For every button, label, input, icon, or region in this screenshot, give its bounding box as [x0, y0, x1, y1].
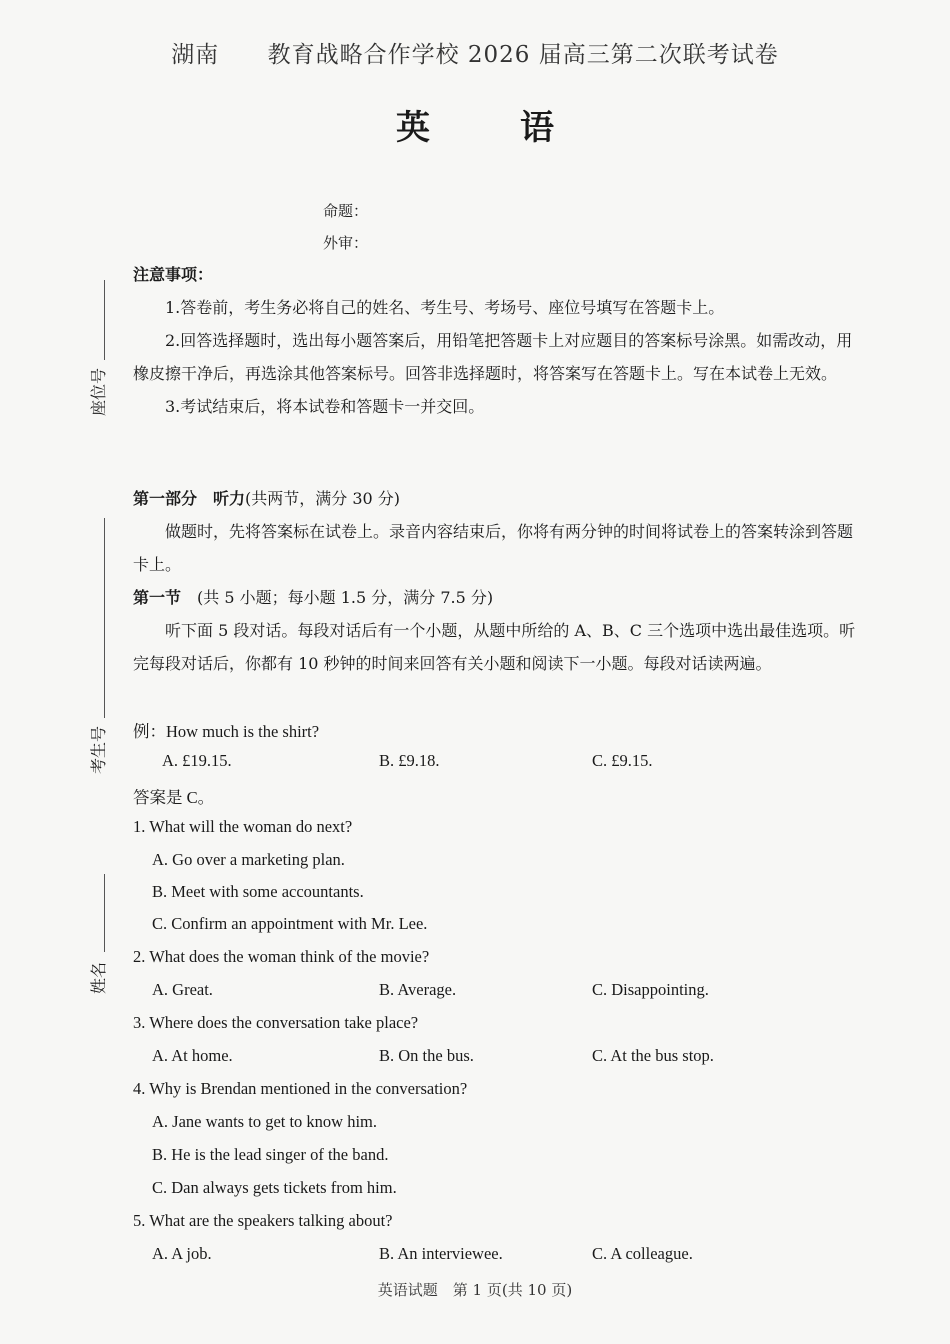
exam-header [0, 36, 950, 69]
q3-option-a: A. At home. [152, 1046, 233, 1065]
exam-no-line [104, 518, 105, 718]
exam-no-label: 考生号 [89, 725, 108, 774]
part1-intro: 做题时，先将答案标在试卷上。录音内容结束后，你将有两分钟的时间将试卷上的答案转涂到答题卡上。 [133, 522, 854, 574]
proposer-label: 命题： [323, 202, 369, 220]
part1-note: (共两节，满分 30 分) [245, 489, 401, 508]
header-region: 湖南 [171, 42, 220, 68]
example-question: 例：How much is the shirt? [133, 722, 320, 741]
page-footer: 英语试题 第 1 页(共 10 页) [377, 1281, 573, 1299]
question-1: 1. What will the woman do next? [133, 817, 353, 836]
q1-option-a: A. Go over a marketing plan. [152, 850, 345, 869]
notice-block [133, 258, 858, 423]
section1-note: (共 5 小题；每小题 1.5 分，满分 7.5 分) [197, 588, 494, 607]
notice-item: 1.答卷前，考生务必将自己的姓名、考生号、考场号、座位号填写在答题卡上。 [165, 298, 725, 317]
seat-label: 座位号 [89, 367, 108, 416]
reviewer-label: 外审： [323, 234, 369, 252]
notice-item: 2.回答选择题时，选出每小题答案后，用铅笔把答题卡上对应题目的答案标号涂黑。如需改动，用橡皮擦干净后，再选涂其他答案标号。回答非选择题时，将答案写在答题卡上。写在本试卷上无效。 [133, 331, 853, 383]
part1-block [133, 482, 858, 680]
section1-intro: 听下面 5 段对话。每段对话后有一个小题，从题中所给的 A、B、C 三个选项中选出最佳选项。听完每段对话后，你都有 10 秒钟的时间来回答有关小题和阅读下一小题。每段对话读两遍。 [133, 621, 856, 673]
question-3: 3. Where does the conversation take place? [133, 1013, 419, 1032]
example-option-b: B. £9.18. [379, 751, 440, 770]
q3-option-c: C. At the bus stop. [592, 1046, 714, 1065]
q5-option-a: A. A job. [152, 1244, 212, 1263]
q4-option-a: A. Jane wants to get to know him. [152, 1112, 378, 1131]
q4-option-c: C. Dan always gets tickets from him. [152, 1178, 397, 1197]
section1-heading: 第一节 [133, 588, 182, 607]
page-title: 英语 [396, 108, 644, 148]
example-option-a: A. £19.15. [162, 751, 232, 770]
question-5: 5. What are the speakers talking about? [133, 1211, 393, 1230]
header-school: 教育战略合作学校 2026 届高三第二次联考试卷 [267, 42, 779, 68]
q2-option-a: A. Great. [152, 980, 213, 999]
notice-item: 3.考试结束后，将本试卷和答题卡一并交回。 [165, 397, 485, 416]
example-option-c: C. £9.15. [592, 751, 653, 770]
q2-option-b: B. Average. [379, 980, 457, 999]
q5-option-b: B. An interviewee. [379, 1244, 503, 1263]
q3-option-b: B. On the bus. [379, 1046, 474, 1065]
q5-option-c: C. A colleague. [592, 1244, 693, 1263]
question-2: 2. What does the woman think of the movie? [133, 947, 430, 966]
seat-line [104, 280, 105, 360]
q4-option-b: B. He is the lead singer of the band. [152, 1145, 389, 1164]
q1-option-b: B. Meet with some accountants. [152, 882, 364, 901]
name-label: 姓名 [89, 961, 108, 994]
q2-option-c: C. Disappointing. [592, 980, 709, 999]
example-answer: 答案是 C。 [133, 788, 215, 807]
question-4: 4. Why is Brendan mentioned in the conversation? [133, 1079, 468, 1098]
name-line [104, 874, 105, 952]
q1-option-c: C. Confirm an appointment with Mr. Lee. [152, 914, 428, 933]
notice-heading: 注意事项： [133, 265, 214, 284]
part1-heading: 第一部分 听力 [133, 489, 246, 508]
